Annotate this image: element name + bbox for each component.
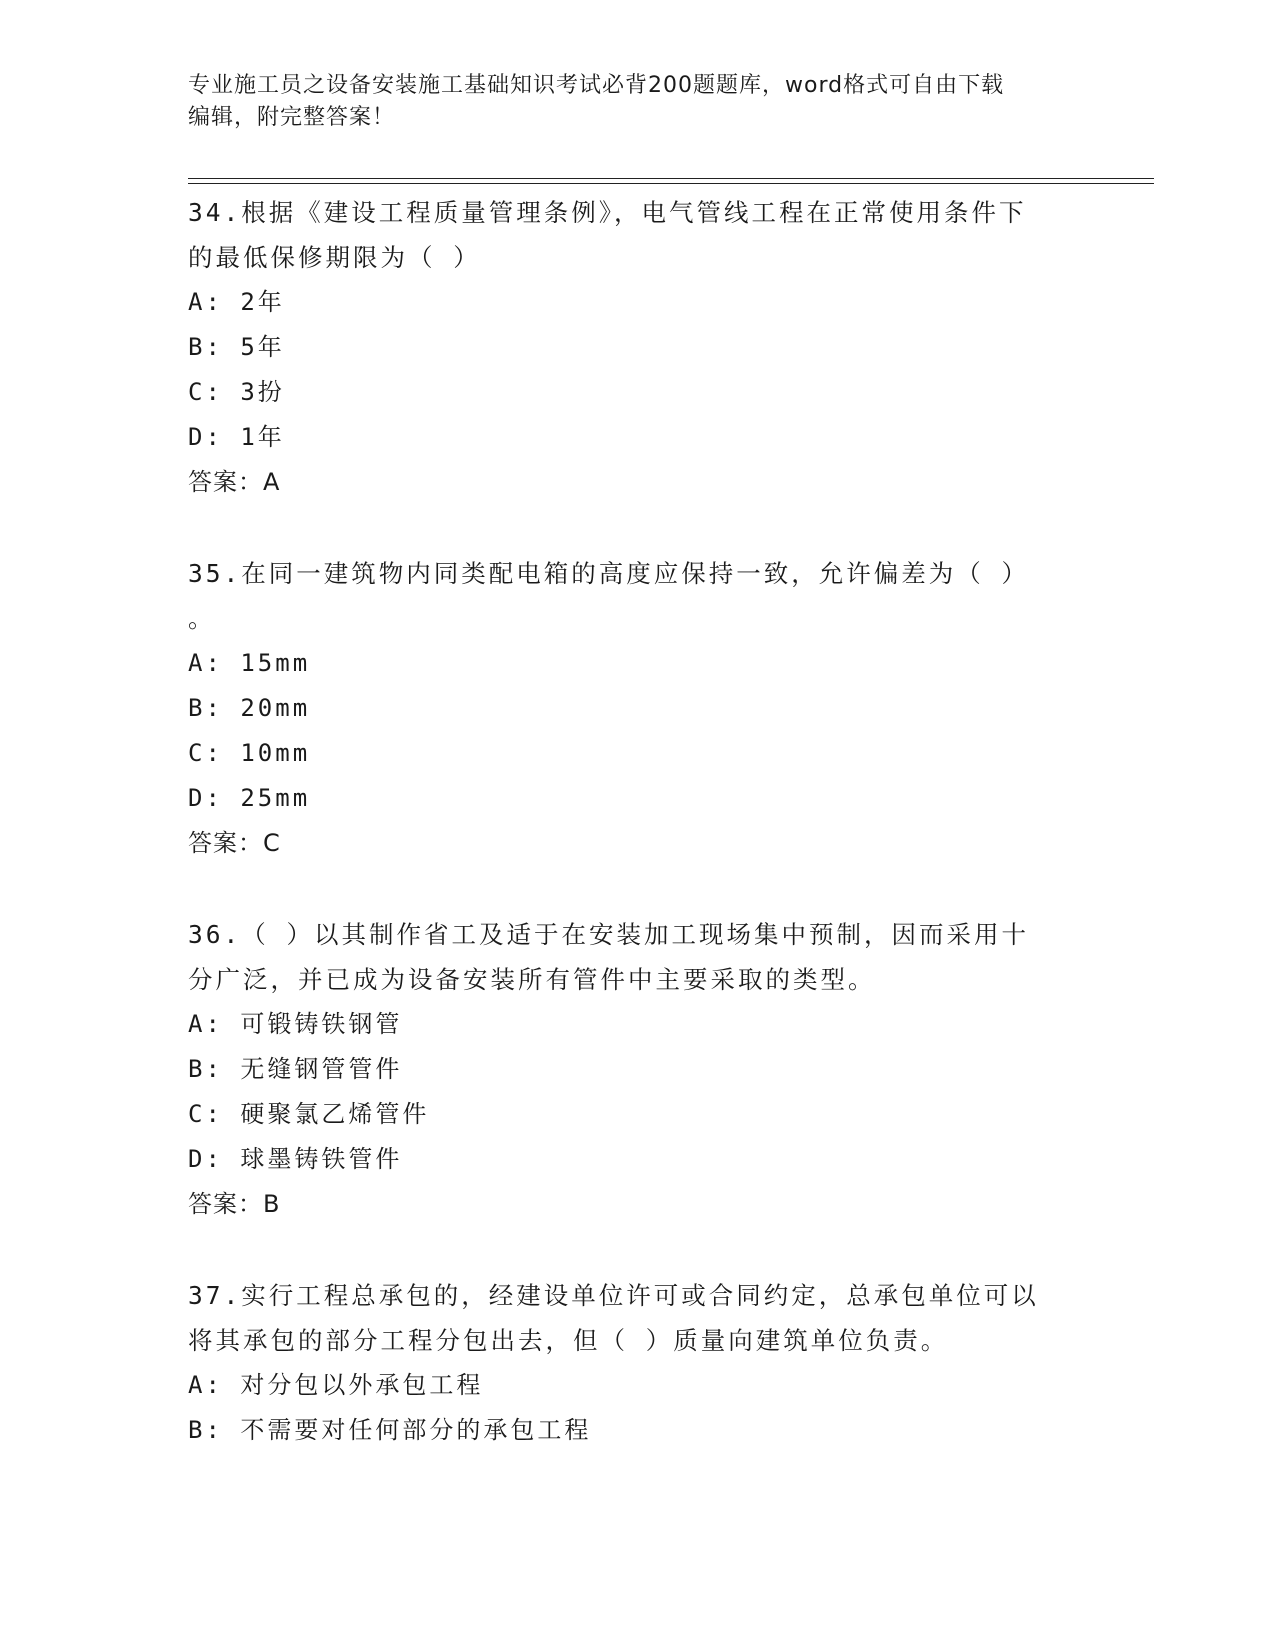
option-a: A: 2年 xyxy=(188,288,285,316)
question-text-line: 。 xyxy=(188,604,216,633)
option-b: B: 无缝钢管管件 xyxy=(188,1055,403,1083)
answer-label: 答案：A xyxy=(188,468,281,496)
question-34 xyxy=(188,190,1088,505)
question-text-line: 35.在同一建筑物内同类配电箱的高度应保持一致，允许偏差为（ ） xyxy=(188,559,1029,588)
question-37 xyxy=(188,1273,1088,1453)
option-b: B: 不需要对任何部分的承包工程 xyxy=(188,1416,592,1444)
option-b: B: 5年 xyxy=(188,333,285,361)
question-text-line: 的最低保修期限为（ ） xyxy=(188,243,481,272)
question-text-line: 将其承包的部分工程分包出去，但（ ）质量向建筑单位负责。 xyxy=(188,1326,949,1355)
option-c: C: 10mm xyxy=(188,739,311,767)
option-a: A: 15mm xyxy=(188,649,311,677)
question-text-line: 36.（ ）以其制作省工及适于在安装加工现场集中预制，因而采用十 xyxy=(188,920,1029,949)
option-a: A: 对分包以外承包工程 xyxy=(188,1371,484,1399)
question-text-line: 34.根据《建设工程质量管理条例》，电气管线工程在正常使用条件下 xyxy=(188,198,1027,227)
option-d: D: 球墨铸铁管件 xyxy=(188,1145,403,1173)
header-divider-top xyxy=(188,178,1154,179)
question-list xyxy=(188,190,1088,1499)
question-text-line: 分广泛，并已成为设备安装所有管件中主要采取的类型。 xyxy=(188,965,876,994)
option-a: A: 可锻铸铁钢管 xyxy=(188,1010,403,1038)
header-line-1: 专业施工员之设备安装施工基础知识考试必背200题题库，word格式可自由下载 xyxy=(188,73,1005,98)
answer-label: 答案：C xyxy=(188,829,281,857)
header-divider-bottom xyxy=(188,183,1154,184)
header-line-2: 编辑，附完整答案！ xyxy=(188,105,396,130)
question-text-line: 37.实行工程总承包的，经建设单位许可或合同约定，总承包单位可以 xyxy=(188,1281,1039,1310)
option-b: B: 20mm xyxy=(188,694,311,722)
option-d: D: 25mm xyxy=(188,784,311,812)
question-35 xyxy=(188,551,1088,866)
document-header xyxy=(188,70,1088,134)
option-c: C: 硬聚氯乙烯管件 xyxy=(188,1100,430,1128)
question-36 xyxy=(188,912,1088,1227)
answer-label: 答案：B xyxy=(188,1190,281,1218)
option-c: C: 3扮 xyxy=(188,378,285,406)
option-d: D: 1年 xyxy=(188,423,285,451)
